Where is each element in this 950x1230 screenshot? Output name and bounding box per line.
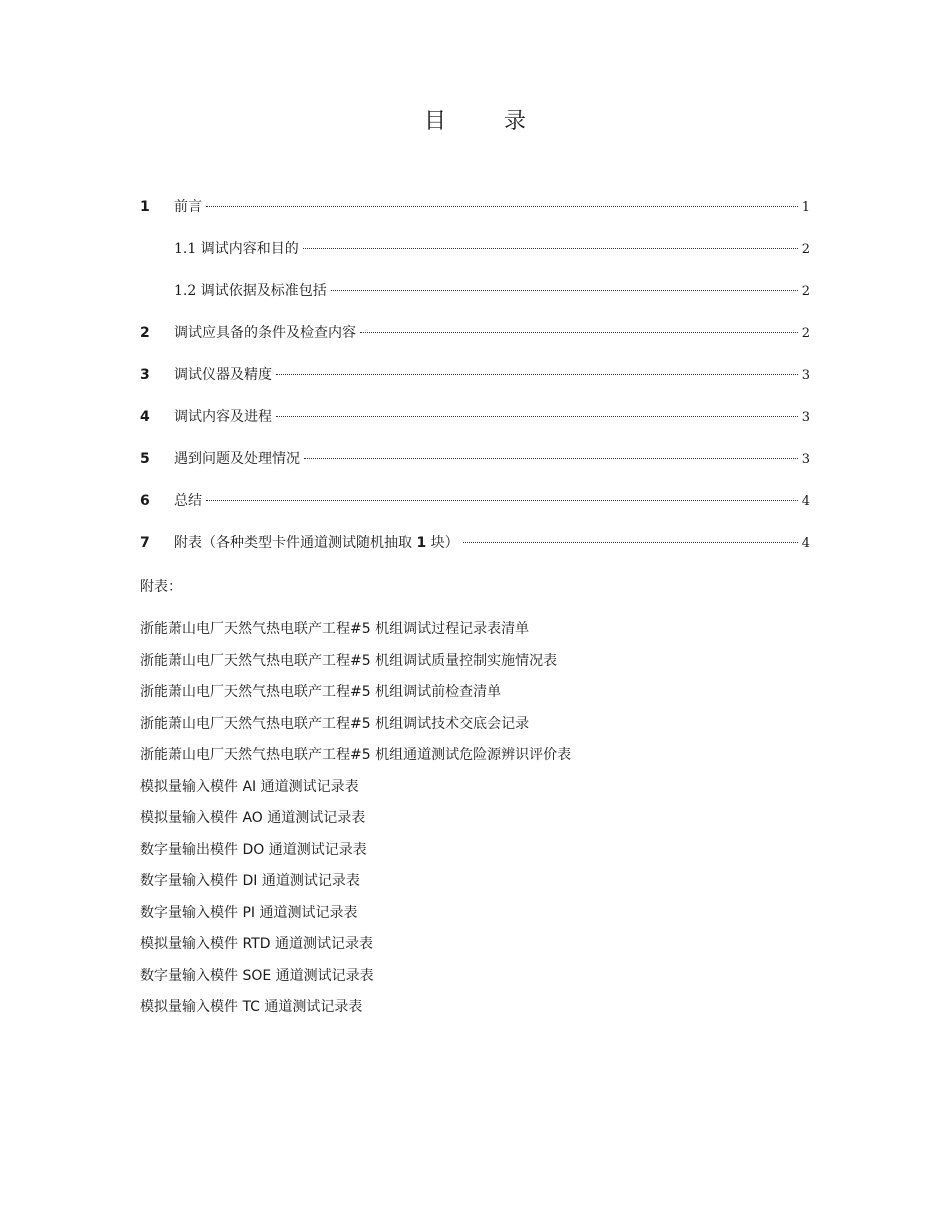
appendix-item-prefix: 浙能萧山电厂天然气热电联产工程 [140,684,350,700]
toc-page-number: 3 [801,368,810,383]
appendix-item-code: #5 [350,684,371,700]
toc-entry[interactable] [140,318,810,360]
appendix-item-code: #5 [350,652,371,669]
appendix-item [140,711,840,743]
appendix-item-suffix: 通道测试记录表 [264,841,367,858]
toc-page-number: 2 [801,284,810,299]
toc-number: 6 [140,493,150,509]
appendix-item-suffix: 机组调试过程记录表清单 [370,621,530,637]
toc-title: 调试仪器及精度 [174,367,272,383]
toc-title-part: 块） [426,535,459,551]
appendix-item-prefix: 模拟量输入模件 [140,778,243,795]
toc-number: 7 [140,535,150,551]
toc-entry[interactable] [140,276,810,318]
appendix-item [140,774,840,806]
appendix-item-suffix: 机组调试前检查清单 [370,684,502,700]
appendix-item-suffix: 通道测试记录表 [271,967,374,984]
appendix-item-code: AO [242,810,263,826]
appendix-item-code: RTD [242,936,271,952]
appendix-item-code: #5 [350,747,371,763]
appendix-item-suffix: 机组调试质量控制实施情况表 [370,652,558,669]
appendix-item [140,616,840,648]
page-title: 目 录 [423,109,544,134]
toc-page-number: 2 [801,326,810,341]
toc-title: 遇到问题及处理情况 [174,451,300,467]
toc-leader [206,500,798,501]
toc-page-number: 4 [801,536,810,551]
toc-page-number: 1 [801,200,810,215]
appendix-item-prefix: 数字量输入模件 [140,967,243,984]
appendix-list [140,616,840,1026]
appendix-item [140,805,840,837]
toc-title: 前言 [174,199,202,215]
appendix-item-prefix: 模拟量输入模件 [140,936,243,952]
toc-number: 3 [140,367,150,383]
appendix-item-suffix: 机组调试技术交底会记录 [370,715,530,732]
appendix-item [140,679,840,711]
appendix-item-suffix: 通道测试记录表 [259,999,363,1015]
appendix-item-prefix: 浙能萧山电厂天然气热电联产工程 [140,747,350,763]
toc-number: 1 [140,199,150,215]
appendix-item-prefix: 浙能萧山电厂天然气热电联产工程 [140,715,350,732]
table-of-contents [140,192,810,570]
toc-leader [276,374,798,375]
toc-entry[interactable] [140,486,810,528]
toc-title [174,528,459,558]
appendix-item [140,931,840,963]
toc-entry[interactable] [140,528,810,570]
appendix-item [140,648,840,680]
toc-entry[interactable] [140,192,810,234]
toc-leader [206,206,798,207]
appendix-item [140,868,840,900]
appendix-heading: 附表： [140,579,182,595]
toc-leader [304,458,798,459]
toc-title: 总结 [174,493,202,509]
appendix-item [140,837,840,869]
appendix-item-code: SOE [242,967,272,984]
appendix-item-code: DO [242,841,265,858]
toc-entry[interactable] [140,402,810,444]
toc-title: 调试内容及进程 [174,409,272,425]
toc-number: 4 [140,409,150,425]
appendix-item-prefix: 数字量输出模件 [140,841,243,858]
toc-title: 1.2 调试依据及标准包括 [174,283,327,299]
appendix-item-suffix: 通道测试记录表 [256,778,359,795]
toc-leader [303,248,798,249]
toc-leader [463,542,798,543]
appendix-item [140,963,840,995]
appendix-item-prefix: 数字量输入模件 [140,904,243,921]
appendix-item-suffix: 通道测试记录表 [257,873,360,889]
appendix-item-suffix: 机组通道测试危险源辨识评价表 [370,747,572,763]
toc-title-count: 1 [416,535,427,551]
toc-page-number: 4 [801,494,810,509]
appendix-item-code: #5 [350,715,371,732]
toc-entry[interactable] [140,234,810,276]
appendix-item-prefix: 浙能萧山电厂天然气热电联产工程 [140,652,350,669]
appendix-item-code: PI [242,904,256,921]
toc-leader [276,416,798,417]
appendix-item-suffix: 通道测试记录表 [262,810,366,826]
appendix-item [140,900,840,932]
appendix-item-code: TC [242,999,260,1015]
appendix-item-suffix: 通道测试记录表 [270,936,373,952]
toc-page-number: 3 [801,410,810,425]
toc-title: 调试应具备的条件及检查内容 [174,325,356,341]
appendix-item-code: AI [242,778,257,795]
toc-page-number: 2 [801,242,810,257]
appendix-item-prefix: 模拟量输入模件 [140,810,243,826]
appendix-item [140,994,840,1026]
appendix-item-suffix: 通道测试记录表 [255,904,358,921]
toc-title-part: 附表（各种类型卡件通道测试随机抽取 [174,535,417,551]
appendix-item-prefix: 浙能萧山电厂天然气热电联产工程 [140,621,350,637]
appendix-item-code: DI [242,873,258,889]
toc-page-number: 3 [801,452,810,467]
toc-leader [360,332,798,333]
appendix-item-prefix: 模拟量输入模件 [140,999,243,1015]
toc-leader [331,290,798,291]
toc-number: 2 [140,325,150,341]
toc-number: 5 [140,451,150,467]
toc-entry[interactable] [140,360,810,402]
appendix-item [140,742,840,774]
toc-entry[interactable] [140,444,810,486]
appendix-item-prefix: 数字量输入模件 [140,873,243,889]
appendix-item-code: #5 [350,621,371,637]
toc-title: 1.1 调试内容和目的 [174,241,299,257]
